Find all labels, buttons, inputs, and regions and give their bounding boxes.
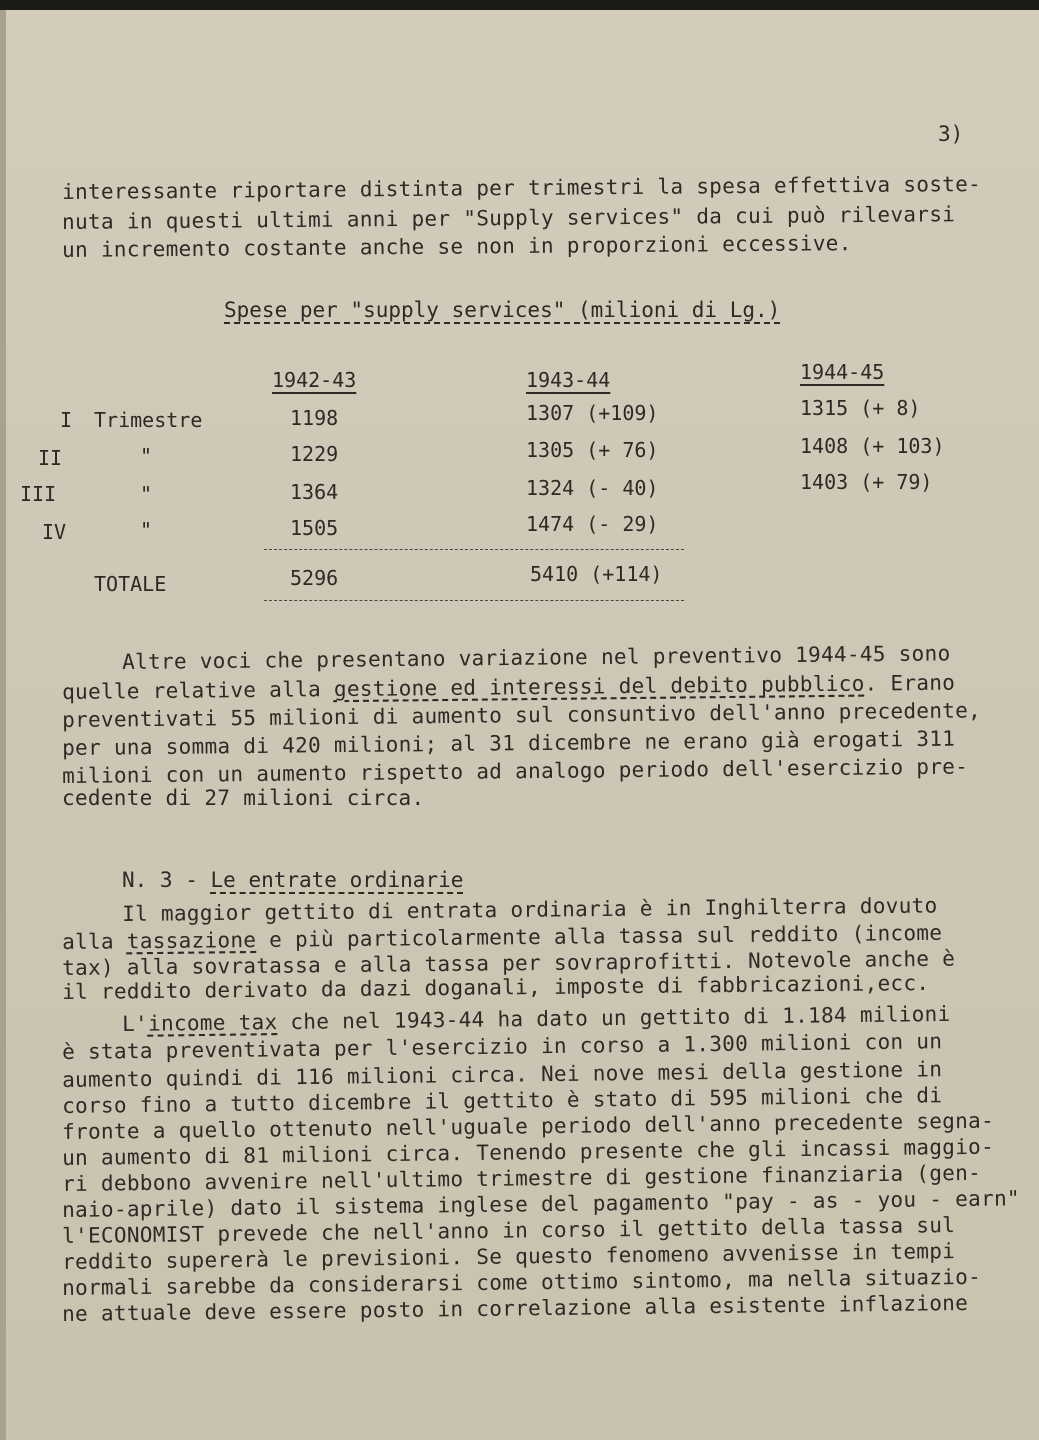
paragraph-line: aumento quindi di 116 milioni circa. Nei nove mesi della gestione in bbox=[62, 1057, 943, 1092]
row-name: " bbox=[140, 518, 153, 542]
intro-line: interessante riportare distinta per trimestri la spesa effettiva soste- bbox=[62, 171, 982, 204]
paragraph-line: per una somma di 420 milioni; al 31 dicembre ne erano già erogati 311 bbox=[62, 726, 956, 760]
row-name: " bbox=[140, 444, 153, 468]
column-header: 1944-45 bbox=[800, 360, 885, 384]
section-heading: N. 3 - Le entrate ordinarie bbox=[122, 868, 464, 892]
paragraph-line: tax) alla sovratassa e alla tassa per sovraprofitti. Notevole anche è bbox=[62, 946, 956, 980]
total-cell: 5296 bbox=[290, 566, 339, 590]
row-name: Trimestre bbox=[94, 408, 203, 432]
paragraph-line: l'ECONOMIST prevede che nell'anno in corso il gettito della tassa sul bbox=[62, 1213, 956, 1248]
row-label: IV bbox=[42, 520, 67, 544]
table-cell: 1474 (- 29) bbox=[526, 512, 659, 536]
table-rule bbox=[264, 600, 684, 601]
paragraph-line: un aumento di 81 milioni circa. Tenendo presente che gli incassi maggio- bbox=[62, 1134, 995, 1170]
table-cell: 1364 bbox=[290, 480, 339, 504]
table-cell: 1324 (- 40) bbox=[526, 476, 659, 500]
table-cell: 1505 bbox=[290, 516, 339, 540]
paragraph-line: è stata preventivata per l'esercizio in corso a 1.300 milioni con un bbox=[62, 1029, 943, 1064]
table-rule bbox=[264, 549, 684, 550]
paragraph-line: ri debbono avvenire nell'ultimo trimestre di gestione finanziaria (gen- bbox=[62, 1160, 982, 1196]
paragraph-line: preventivati 55 milioni di aumento sul consuntivo dell'anno precedente, bbox=[62, 698, 982, 732]
row-label: III bbox=[20, 482, 57, 506]
row-label: II bbox=[38, 446, 63, 470]
paragraph-line: Altre voci che presentano variazione nel preventivo 1944-45 sono bbox=[122, 641, 951, 674]
intro-line: nuta in questi ultimi anni per "Supply services" da cui può rilevarsi bbox=[62, 202, 956, 234]
paragraph-line: il reddito derivato da dazi doganali, imposte di fabbricazioni,ecc. bbox=[62, 970, 930, 1004]
paragraph-line: milioni con un aumento rispetto ad analogo periodo dell'esercizio pre- bbox=[62, 754, 969, 788]
table-cell: 1403 (+ 79) bbox=[800, 470, 933, 494]
document-page bbox=[6, 10, 1039, 1440]
table-cell: 1307 (+109) bbox=[526, 401, 659, 425]
paragraph-line: Il maggior gettito di entrata ordinaria è in Inghilterra dovuto bbox=[122, 893, 938, 926]
paragraph-line: reddito supererà le previsioni. Se questo fenomeno avvenisse in tempi bbox=[62, 1239, 956, 1274]
column-header: 1943-44 bbox=[526, 368, 611, 392]
page-number: 3) bbox=[938, 122, 964, 146]
paragraph-line: fronte a quello ottenuto nell'uguale periodo dell'anno precedente segna- bbox=[62, 1108, 995, 1144]
table-cell: 1229 bbox=[290, 442, 339, 466]
table-cell: 1408 (+ 103) bbox=[800, 434, 945, 458]
total-cell: 5410 (+114) bbox=[530, 562, 663, 586]
column-header: 1942-43 bbox=[272, 368, 357, 392]
paragraph-line: normali sarebbe da considerarsi come ottimo sintomo, ma nella situazio- bbox=[62, 1264, 982, 1300]
table-cell: 1305 (+ 76) bbox=[526, 438, 659, 462]
paragraph-line: corso fino a tutto dicembre il gettito è stato di 595 milioni che di bbox=[62, 1083, 943, 1118]
paragraph-line: naio-aprile) dato il sistema inglese del pagamento "pay - as - you - earn" bbox=[62, 1186, 1021, 1222]
paragraph-line: L'income tax che nel 1943-44 ha dato un gettito di 1.184 milioni bbox=[122, 1001, 951, 1036]
paragraph-line: ne attuale deve essere posto in correlazione alla esistente inflazione bbox=[62, 1290, 969, 1326]
intro-line: un incremento costante anche se non in proporzioni eccessive. bbox=[62, 231, 852, 262]
row-name: " bbox=[140, 482, 153, 506]
paragraph-line: quelle relative alla gestione ed interessi del debito pubblico. Erano bbox=[62, 670, 956, 704]
total-label: TOTALE bbox=[94, 572, 167, 596]
paragraph-line: alla tassazione e più particolarmente alla tassa sul reddito (income bbox=[62, 920, 943, 954]
table-title: Spese per "supply services" (milioni di Lg.) bbox=[224, 298, 781, 322]
table-cell: 1198 bbox=[290, 406, 339, 430]
paragraph-line: cedente di 27 milioni circa. bbox=[62, 786, 425, 810]
top-dark-edge bbox=[0, 0, 1039, 10]
row-label: I bbox=[60, 408, 73, 432]
table-cell: 1315 (+ 8) bbox=[800, 396, 921, 420]
